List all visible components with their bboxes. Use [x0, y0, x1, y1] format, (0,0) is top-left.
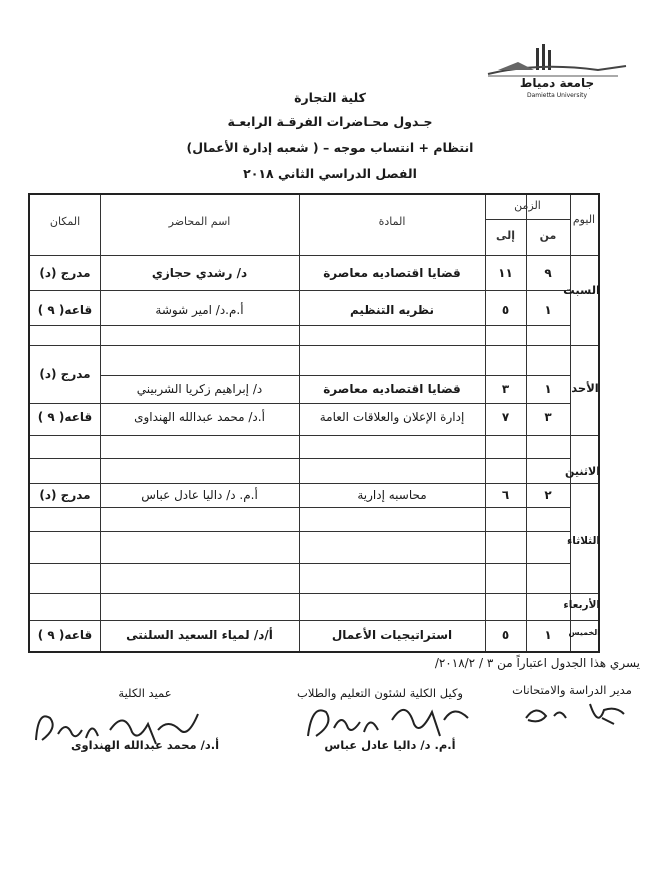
row6-subject: استراتيجيات الأعمال	[331, 628, 453, 642]
row1-subject: نظريه التنظيم	[349, 303, 435, 317]
day-wednesday: الأربعاء	[563, 599, 600, 611]
day-thursday: الخميس	[568, 628, 600, 637]
dean-title: عميد الكلية	[118, 686, 172, 700]
row5-from: ٢	[544, 488, 552, 502]
row3-subject: قضايا اقتصاديه معاصرة	[323, 382, 461, 396]
row4-to: ٧	[501, 410, 510, 424]
schedule-title: جـدول محـاضرات الفرقـة الرابعـة	[227, 114, 433, 129]
row0-place: مدرج (د)	[39, 266, 91, 280]
director-signature	[520, 698, 630, 734]
row6-from: ١	[544, 628, 552, 642]
schedule-subtitle: انتظام + انتساب موجه – ( شعبه إدارة الأعمال)	[186, 140, 474, 155]
row6-to: ٥	[501, 628, 510, 642]
header-to: إلى	[495, 229, 516, 242]
row5-to: ٦	[501, 488, 510, 502]
row4-subject: إدارة الإعلان والعلاقات العامة	[319, 410, 465, 424]
header-from: من	[539, 229, 557, 242]
row3-from: ١	[544, 382, 552, 396]
header-place: المكان	[49, 215, 81, 228]
dean-name: أ.د/ محمد عبدالله الهنداوى	[70, 738, 220, 752]
vice-dean-title: وكيل الكلية لشئون التعليم والطلاب	[297, 686, 463, 700]
row4-lecturer: أ.د/ محمد عبدالله الهنداوى	[134, 410, 265, 424]
row5-place: مدرج (د)	[39, 488, 91, 502]
row1-lecturer: أ.م.د/ امير شوشة	[155, 303, 244, 317]
effective-date-note: يسري هذا الجدول اعتباراً من ٣ / ٢٠١٨/٢/	[434, 656, 640, 670]
row3-to: ٣	[501, 382, 510, 396]
row4-place: قاعه( ٩ )	[37, 410, 93, 424]
row2-place: مدرج (د)	[39, 367, 91, 381]
row5-lecturer: أ.م. د/ داليا عادل عباس	[141, 488, 258, 502]
university-logo-text: جامعة دمياط	[519, 76, 595, 90]
row1-from: ١	[544, 303, 552, 317]
university-logo-subtext: Damietta University	[526, 92, 588, 99]
faculty-name: كلية التجارة	[294, 90, 366, 105]
day-saturday: السبت	[563, 283, 600, 297]
day-tuesday: الثلاثاء	[566, 535, 600, 547]
row4-from: ٣	[544, 410, 552, 424]
day-sunday: الأحد	[571, 381, 599, 395]
day-monday: الاثنين	[565, 465, 600, 478]
semester-label: الفصل الدراسي الثاني ٢٠١٨	[243, 166, 417, 181]
row1-to: ٥	[501, 303, 510, 317]
vice-dean-name: أ.م. د/ داليا عادل عباس	[324, 738, 456, 752]
row0-from: ٩	[544, 266, 552, 280]
row0-lecturer: د/ رشدي حجازي	[151, 266, 248, 280]
row0-subject: قضايا اقتصاديه معاصرة	[323, 266, 461, 280]
row6-lecturer: أ/د/ لمياء السعيد السلنتى	[126, 628, 273, 642]
row1-place: قاعه( ٩ )	[37, 303, 93, 317]
header-subject: المادة	[378, 215, 406, 228]
header-lecturer: اسم المحاضر	[168, 215, 231, 228]
row3-lecturer: د/ إبراهيم زكريا الشربيني	[136, 382, 263, 396]
row6-place: قاعه( ٩ )	[37, 628, 93, 642]
header-time: الزمن	[514, 199, 541, 212]
header-day: اليوم	[572, 213, 596, 226]
row5-subject: محاسبه إدارية	[357, 488, 427, 502]
schedule-table	[28, 193, 600, 653]
director-title: مدير الدراسة والامتحانات	[512, 683, 632, 697]
row0-to: ١١	[498, 266, 513, 280]
